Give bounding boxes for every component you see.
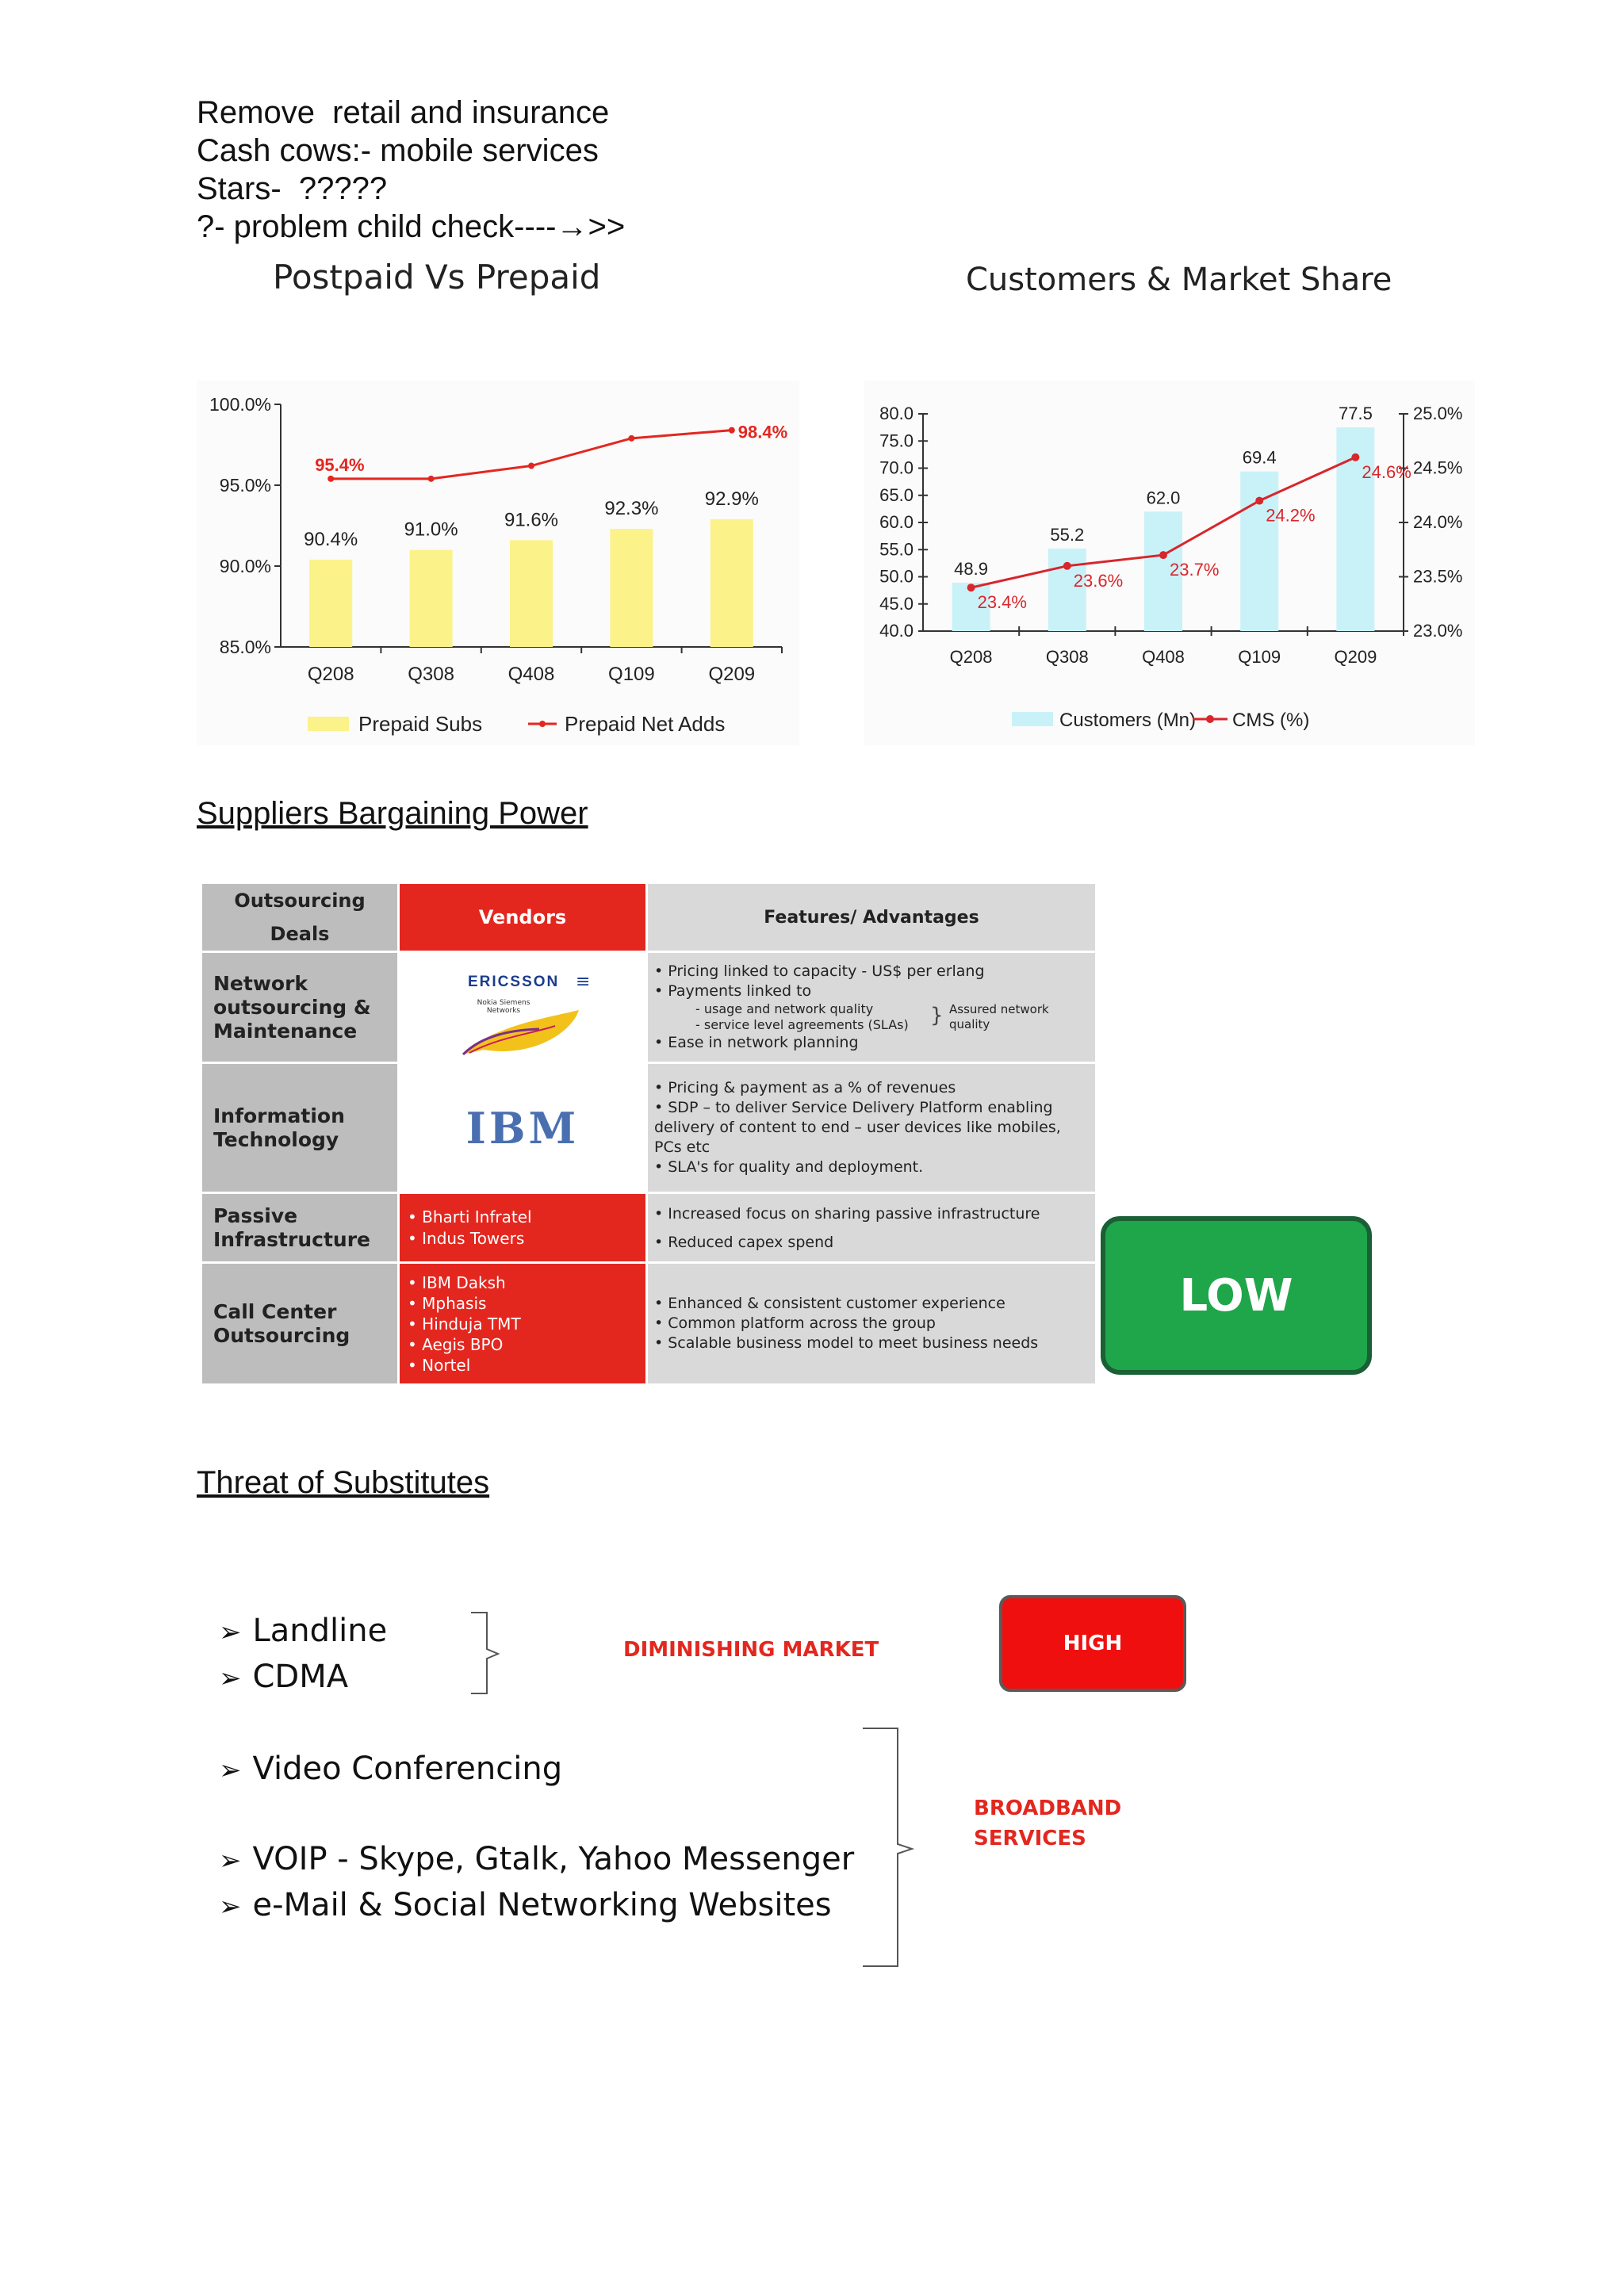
header-vendors: Vendors — [399, 883, 647, 952]
customers-chart — [864, 381, 1475, 745]
feature-item: • Reduced capex spend — [654, 1228, 1089, 1257]
feature-item: • Common platform across the group — [654, 1314, 1089, 1334]
y-tick-label: 100.0% — [209, 394, 271, 415]
series-line — [331, 430, 732, 479]
feature-item: • Payments linked to — [654, 982, 1089, 1001]
feature-item: • Pricing linked to capacity - US$ per erlang — [654, 962, 1089, 982]
vendor-item: • IBM Daksh — [408, 1272, 645, 1293]
y-tick-label: 40.0 — [879, 621, 914, 641]
y-tick-label: 24.0% — [1413, 512, 1463, 532]
line-point — [628, 435, 634, 442]
legend-marker — [539, 721, 546, 727]
x-tick-label: Q209 — [708, 664, 756, 685]
bar — [510, 540, 553, 647]
vendor-item: • Aegis BPO — [408, 1334, 645, 1355]
brace-icon — [856, 1725, 920, 1971]
sub-feature-item: - service level agreements (SLAs) — [695, 1017, 1089, 1033]
chart-title-postpaid: Postpaid Vs Prepaid — [273, 258, 601, 297]
bar — [710, 519, 753, 647]
data-label: 91.0% — [404, 519, 458, 541]
x-tick-label: Q408 — [508, 664, 555, 685]
note-line: Remove retail and insurance — [197, 95, 610, 130]
data-label: 92.3% — [604, 498, 659, 520]
bar — [410, 550, 453, 647]
arrow-bullet-icon: ➢ — [219, 1663, 242, 1694]
point-label: 23.6% — [1073, 570, 1124, 591]
postpaid-chart — [197, 381, 799, 745]
line-point — [528, 463, 534, 469]
y-tick-label: 80.0 — [879, 404, 914, 423]
point-label: 23.4% — [977, 592, 1027, 613]
legend-label: Prepaid Subs — [358, 712, 483, 736]
feature-item: • Ease in network planning — [654, 1033, 1089, 1053]
broadband-services-label: BROADBAND SERVICES — [974, 1797, 1122, 1850]
nokia-siemens-logo: Nokia Siemens Networks — [477, 998, 530, 1015]
header-features: Features/ Advantages — [647, 883, 1097, 952]
y-tick-label: 65.0 — [879, 484, 914, 505]
note-line: Stars- ????? — [197, 171, 388, 206]
note-line: Cash cows:- mobile services — [197, 133, 599, 168]
vendor-item: • Indus Towers — [408, 1228, 645, 1249]
feature-item: • Pricing & payment as a % of revenues — [654, 1078, 1089, 1098]
deal-it: Information Technology — [201, 1063, 399, 1193]
legend-label: Customers (Mn) — [1059, 710, 1197, 731]
diminishing-market-label: DIMINISHING MARKET — [623, 1638, 879, 1662]
line-point — [729, 427, 735, 434]
arrow-bullet-icon: ➢ — [219, 1845, 242, 1877]
intro-notes — [197, 94, 625, 246]
data-label: 48.9 — [954, 559, 989, 580]
legend-label: Prepaid Net Adds — [565, 712, 726, 736]
substitute-item: ➢ Landline — [219, 1613, 388, 1649]
table-row — [201, 1263, 1097, 1385]
brace-note: Assured network quality — [949, 1002, 1049, 1031]
y-tick-label: 85.0% — [219, 637, 271, 657]
line-point — [1255, 497, 1263, 505]
ibm-logo: IBM — [465, 1102, 580, 1154]
point-label: 23.7% — [1170, 560, 1220, 580]
legend-swatch-bar — [308, 717, 349, 731]
line-point — [428, 476, 435, 482]
header-deals: Outsourcing Deals — [201, 883, 399, 952]
feature-item: • Increased focus on sharing passive infrastructure — [654, 1200, 1089, 1228]
vendor-item: • Hinduja TMT — [408, 1314, 645, 1334]
point-label: 95.4% — [315, 454, 365, 475]
deal-network: Network outsourcing & Maintenance — [201, 952, 399, 1063]
vendor-call-center — [399, 1263, 647, 1385]
vendor-it — [399, 1063, 647, 1193]
data-label: 69.4 — [1242, 447, 1277, 468]
features-network — [647, 952, 1097, 1063]
y-tick-label: 90.0% — [219, 556, 271, 576]
substitute-item: ➢ Video Conferencing — [219, 1751, 563, 1787]
arrow-bullet-icon: ➢ — [219, 1891, 242, 1923]
line-point — [1351, 453, 1359, 461]
bar — [309, 560, 352, 647]
line-point — [327, 476, 334, 482]
line-point — [967, 584, 975, 591]
substitute-item: ➢ e-Mail & Social Networking Websites — [219, 1887, 832, 1923]
point-label: 24.2% — [1266, 505, 1316, 526]
customers-chart-panel — [864, 381, 1475, 745]
x-tick-label: Q208 — [307, 664, 354, 685]
chart-title-customers: Customers & Market Share — [966, 262, 1392, 298]
y-tick-label: 95.0% — [219, 475, 271, 496]
features-passive — [647, 1193, 1097, 1263]
supplier-power-rating-badge: LOW — [1101, 1216, 1372, 1375]
y-tick-label: 25.0% — [1413, 404, 1463, 423]
x-tick-label: Q408 — [1142, 647, 1185, 667]
vendor-item: • Mphasis — [408, 1293, 645, 1314]
features-call-center — [647, 1263, 1097, 1385]
legend-marker — [1206, 715, 1214, 723]
legend-label: CMS (%) — [1232, 710, 1310, 731]
data-label: 55.2 — [1050, 524, 1085, 545]
table-row — [201, 1193, 1097, 1263]
line-point — [1063, 562, 1071, 570]
suppliers-heading: Suppliers Bargaining Power — [197, 796, 588, 831]
x-tick-label: Q308 — [1045, 647, 1089, 667]
ericsson-mark-icon: ≡ — [576, 971, 591, 992]
y-tick-label: 23.0% — [1413, 621, 1463, 641]
y-tick-label: 45.0 — [879, 593, 914, 614]
point-label: 98.4% — [737, 422, 788, 442]
features-it — [647, 1063, 1097, 1193]
x-tick-label: Q109 — [608, 664, 655, 685]
y-tick-label: 60.0 — [879, 512, 914, 532]
legend-swatch-bar — [1012, 712, 1053, 726]
ericsson-logo: ERICSSON — [468, 973, 560, 990]
suppliers-table — [200, 882, 1097, 1386]
line-point — [1159, 551, 1167, 559]
vendor-item: • Nortel — [408, 1355, 645, 1376]
feature-item: • SDP – to deliver Service Delivery Platform enabling delivery of content to end – user devices like mobiles, PCs etc — [654, 1098, 1089, 1158]
arrow-bullet-icon: ➢ — [219, 1755, 242, 1786]
y-tick-label: 24.5% — [1413, 457, 1463, 478]
deal-call-center: Call Center Outsourcing — [201, 1263, 399, 1385]
y-tick-label: 75.0 — [879, 430, 914, 451]
vendor-network — [399, 952, 647, 1063]
data-label: 62.0 — [1146, 488, 1181, 508]
table-header-row — [201, 883, 1097, 952]
feature-item: • Enhanced & consistent customer experience — [654, 1294, 1089, 1314]
feature-item: • SLA's for quality and deployment. — [654, 1158, 1089, 1177]
y-tick-label: 55.0 — [879, 539, 914, 560]
brace-icon — [468, 1609, 515, 1697]
table-row — [201, 1063, 1097, 1193]
note-line: ?- problem child check----→>> — [197, 209, 626, 244]
vendor-item: • Bharti Infratel — [408, 1207, 645, 1228]
data-label: 92.9% — [704, 488, 759, 510]
brace-icon: } — [930, 1004, 944, 1027]
point-label: 24.6% — [1362, 461, 1411, 482]
x-tick-label: Q109 — [1238, 647, 1281, 667]
bar — [610, 529, 653, 647]
vendor-passive — [399, 1193, 647, 1263]
substitute-threat-rating-badge: HIGH — [999, 1595, 1186, 1692]
deal-passive: Passive Infrastructure — [201, 1193, 399, 1263]
data-label: 77.5 — [1338, 404, 1373, 424]
x-tick-label: Q209 — [1334, 647, 1377, 667]
data-label: 91.6% — [504, 509, 559, 531]
feature-item: • Scalable business model to meet business needs — [654, 1334, 1089, 1353]
substitute-item: ➢ VOIP - Skype, Gtalk, Yahoo Messenger — [219, 1841, 855, 1877]
postpaid-chart-panel — [197, 381, 799, 745]
sub-feature-item: - usage and network quality — [695, 1001, 1089, 1017]
table-row — [201, 952, 1097, 1063]
arrow-bullet-icon: ➢ — [219, 1617, 242, 1648]
x-tick-label: Q308 — [408, 664, 454, 685]
y-tick-label: 23.5% — [1413, 566, 1463, 587]
substitute-item: ➢ CDMA — [219, 1659, 349, 1695]
data-label: 90.4% — [304, 528, 358, 550]
y-tick-label: 50.0 — [879, 566, 914, 587]
nsn-swoosh-icon — [460, 1002, 587, 1059]
x-tick-label: Q208 — [949, 647, 993, 667]
y-tick-label: 70.0 — [879, 457, 914, 478]
substitutes-heading: Threat of Substitutes — [197, 1465, 490, 1500]
